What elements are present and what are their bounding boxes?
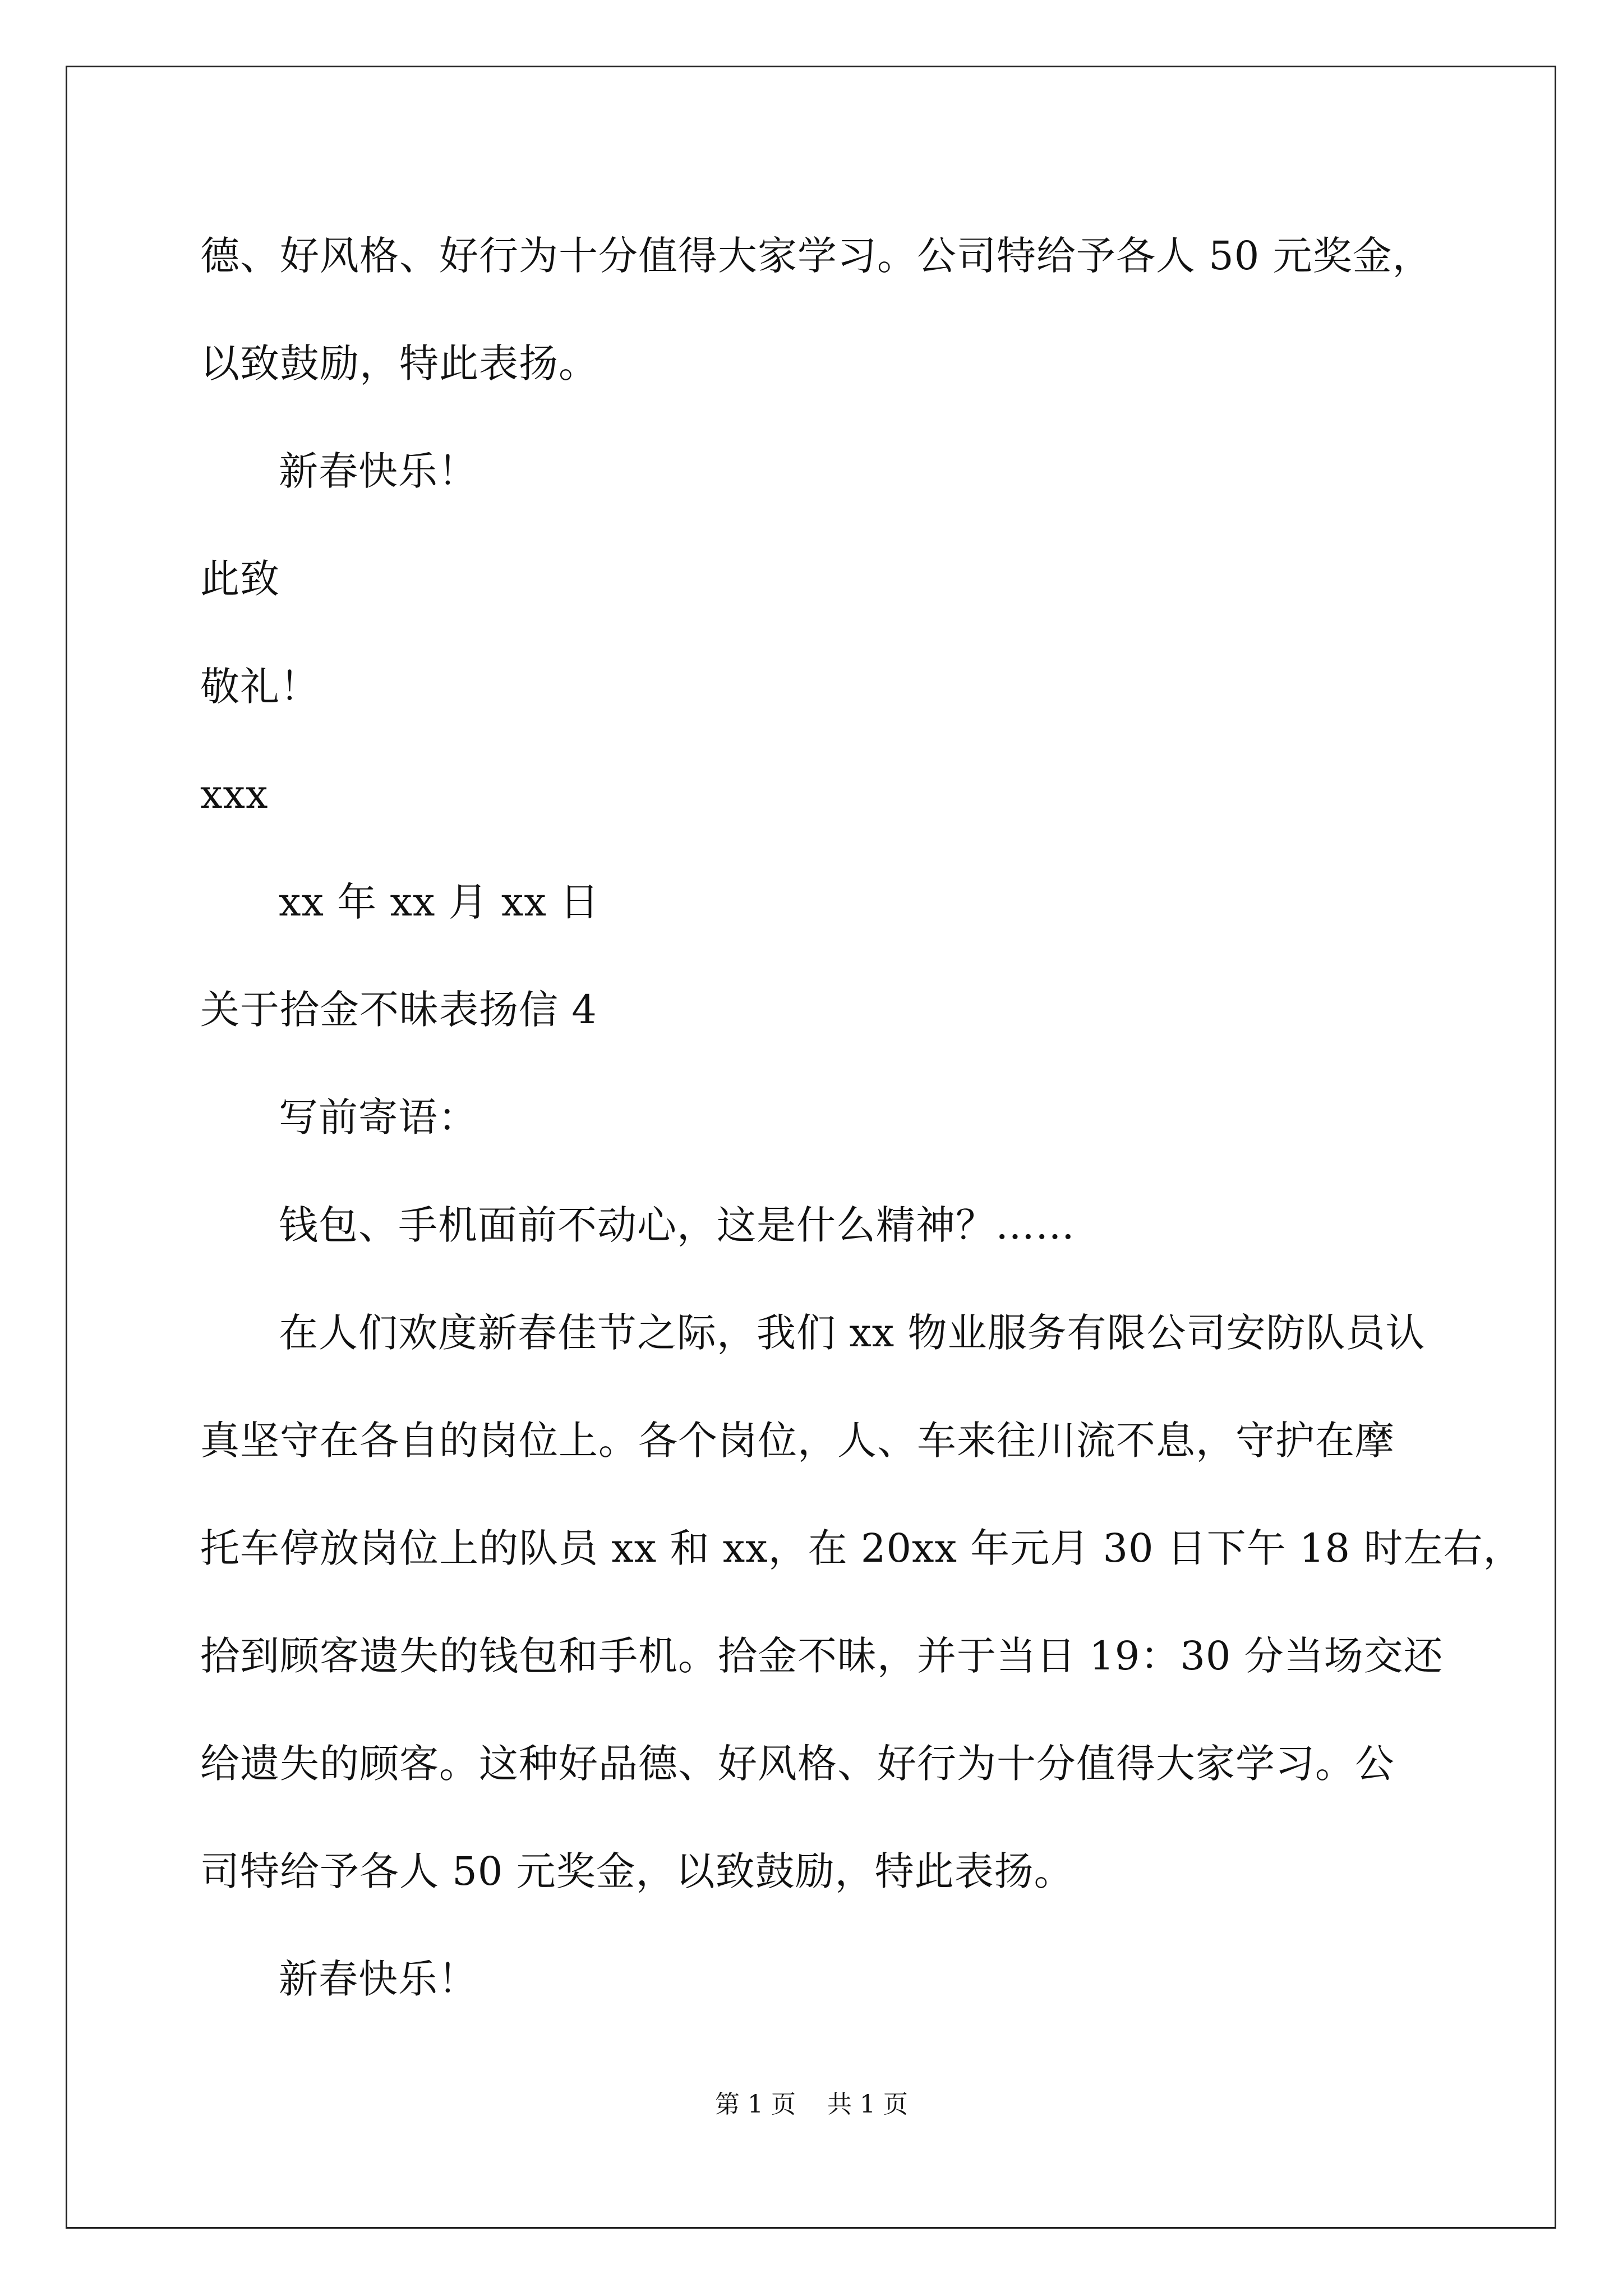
text-line: 钱包、手机面前不动心，这是什么精神？…… <box>279 1202 1075 1248</box>
date-line: xx 年 xx 月 xx 日 <box>279 879 600 925</box>
section-heading: 关于拾金不昧表扬信 4 <box>200 987 597 1033</box>
text-line: 给遗失的顾客。这种好品德、好风格、好行为十分值得大家学习。公 <box>200 1741 1395 1787</box>
page-number-footer: 第 1 页 共 1 页 <box>715 2090 908 2119</box>
text-line: 司特给予各人 50 元奖金，以致鼓励，特此表扬。 <box>200 1848 1074 1894</box>
text-line: 写前寄语： <box>279 1094 478 1140</box>
text-line: 新春快乐！ <box>279 1956 478 2002</box>
text-line: 新春快乐！ <box>279 448 478 494</box>
text-line: 此致 <box>200 556 280 602</box>
text-line: 真坚守在各自的岗位上。各个岗位，人、车来往川流不息，守护在摩 <box>200 1418 1395 1464</box>
text-line: 拾到顾客遗失的钱包和手机。拾金不昧，并于当日 19：30 分当场交还 <box>200 1633 1444 1679</box>
text-line: 托车停放岗位上的队员 xx 和 xx，在 20xx 年元月 30 日下午 18 时左右， <box>200 1525 1523 1571</box>
signature-line: xxx <box>200 771 269 817</box>
text-line: 在人们欢度新春佳节之际，我们 xx 物业服务有限公司安防队员认 <box>279 1310 1426 1356</box>
text-line: 以致鼓励，特此表扬。 <box>200 341 598 386</box>
text-line: 德、好风格、好行为十分值得大家学习。公司特给予各人 50 元奖金， <box>200 233 1432 279</box>
document-body <box>200 202 1523 2033</box>
text-line: 敬礼！ <box>200 664 320 710</box>
